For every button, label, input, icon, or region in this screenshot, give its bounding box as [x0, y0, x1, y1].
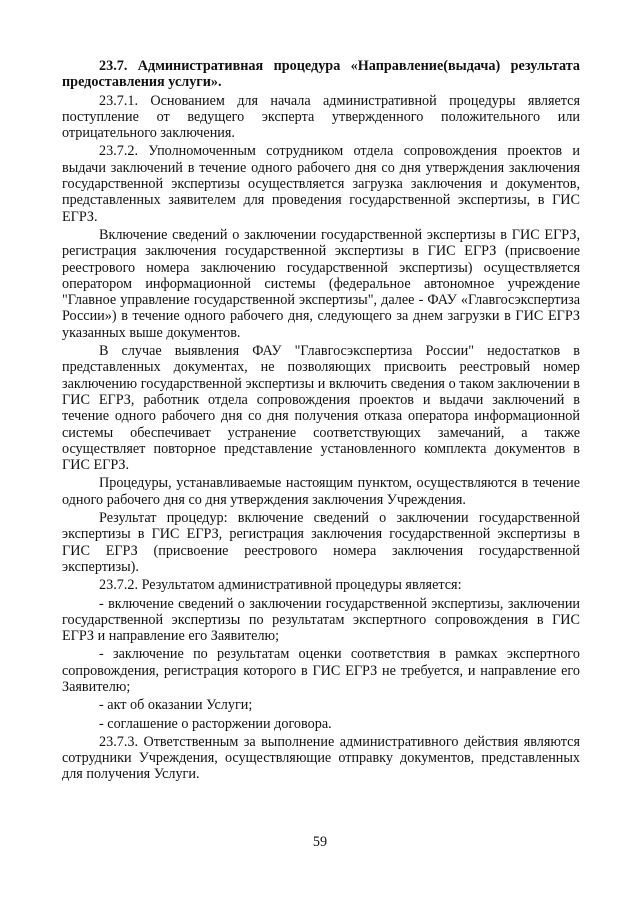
- paragraph-deficiencies: В случае выявления ФАУ "Главгосэкспертиза России" недостатков в представленных документах, не позволяющих присвоить реестровый номер заключению государственной экспертизы и включить сведения о таком заключении в ГИС ЕГРЗ, работник отдела сопровождения проектов и выдачи заключений в течение одного рабочего дня со дня получения отказа оператора информационной системы обеспечивает устранение соответствующих замечаний, а также осуществляет повторное представление установленного комплекта документов в ГИС ЕГРЗ.: [62, 343, 580, 474]
- list-item: - заключение по результатам оценки соответствия в рамках экспертного сопровождения, регистрация которого в ГИС ЕГРЗ не требуется, и направление его Заявителю;: [62, 646, 580, 695]
- paragraph-inclusion: Включение сведений о заключении государственной экспертизы в ГИС ЕГРЗ, регистрация заключения государственной экспертизы в ГИС ЕГРЗ (присвоение реестрового номера заключению государственной экспертизы) осуществляется оператором информационной системы (федеральное автономное учреждение "Главное управление государственной экспертизы", далее - ФАУ «Главгосэкспертиза России») в течение одного рабочего дня, следующего за днем загрузки в ГИС ЕГРЗ указанных выше документов.: [62, 226, 580, 341]
- paragraph-23-7-3: 23.7.3. Ответственным за выполнение административного действия являются сотрудники Учреждения, осуществляющие отправку документов, представленных для получения Услуги.: [62, 733, 580, 783]
- list-item: - соглашение о расторжении договора.: [99, 715, 332, 732]
- list-item: - акт об оказании Услуги;: [99, 697, 253, 714]
- paragraph-result-intro: 23.7.2. Результатом административной процедуры является:: [99, 577, 462, 594]
- page-number: 59: [312, 834, 328, 850]
- paragraph-23-7-2: 23.7.2. Уполномоченным сотрудником отдела сопровождения проектов и выдачи заключений в течение одного рабочего дня со дня утверждения заключения государственной экспертизы осуществляется загрузка заключения и документов, представленных заявителем для проведения государственной экспертизы, в ГИС ЕГРЗ.: [62, 143, 580, 225]
- list-item: - включение сведений о заключении государственной экспертизы, заключении государственной экспертизы по результатам экспертного сопровождения в ГИС ЕГРЗ и направление его Заявителю;: [62, 595, 580, 645]
- section-heading: 23.7. Административная процедура «Направление(выдача) результата предоставления услуги».: [62, 58, 580, 91]
- paragraph-procedure-result: Результат процедур: включение сведений о заключении государственной экспертизы в ГИС ЕГРЗ, регистрация заключения государственной экспертизы в ГИС ЕГРЗ (присвоение реестрового номера заключения государственной экспертизы).: [62, 510, 580, 575]
- document-body: [62, 58, 580, 785]
- paragraph-23-7-1: 23.7.1. Основанием для начала административной процедуры является поступление от ведущего эксперта утвержденного положительного или отрицательного заключения.: [62, 92, 580, 142]
- paragraph-procedures-timing: Процедуры, устанавливаемые настоящим пунктом, осуществляются в течение одного рабочего дня со дня утверждения заключения Учреждения.: [62, 475, 580, 508]
